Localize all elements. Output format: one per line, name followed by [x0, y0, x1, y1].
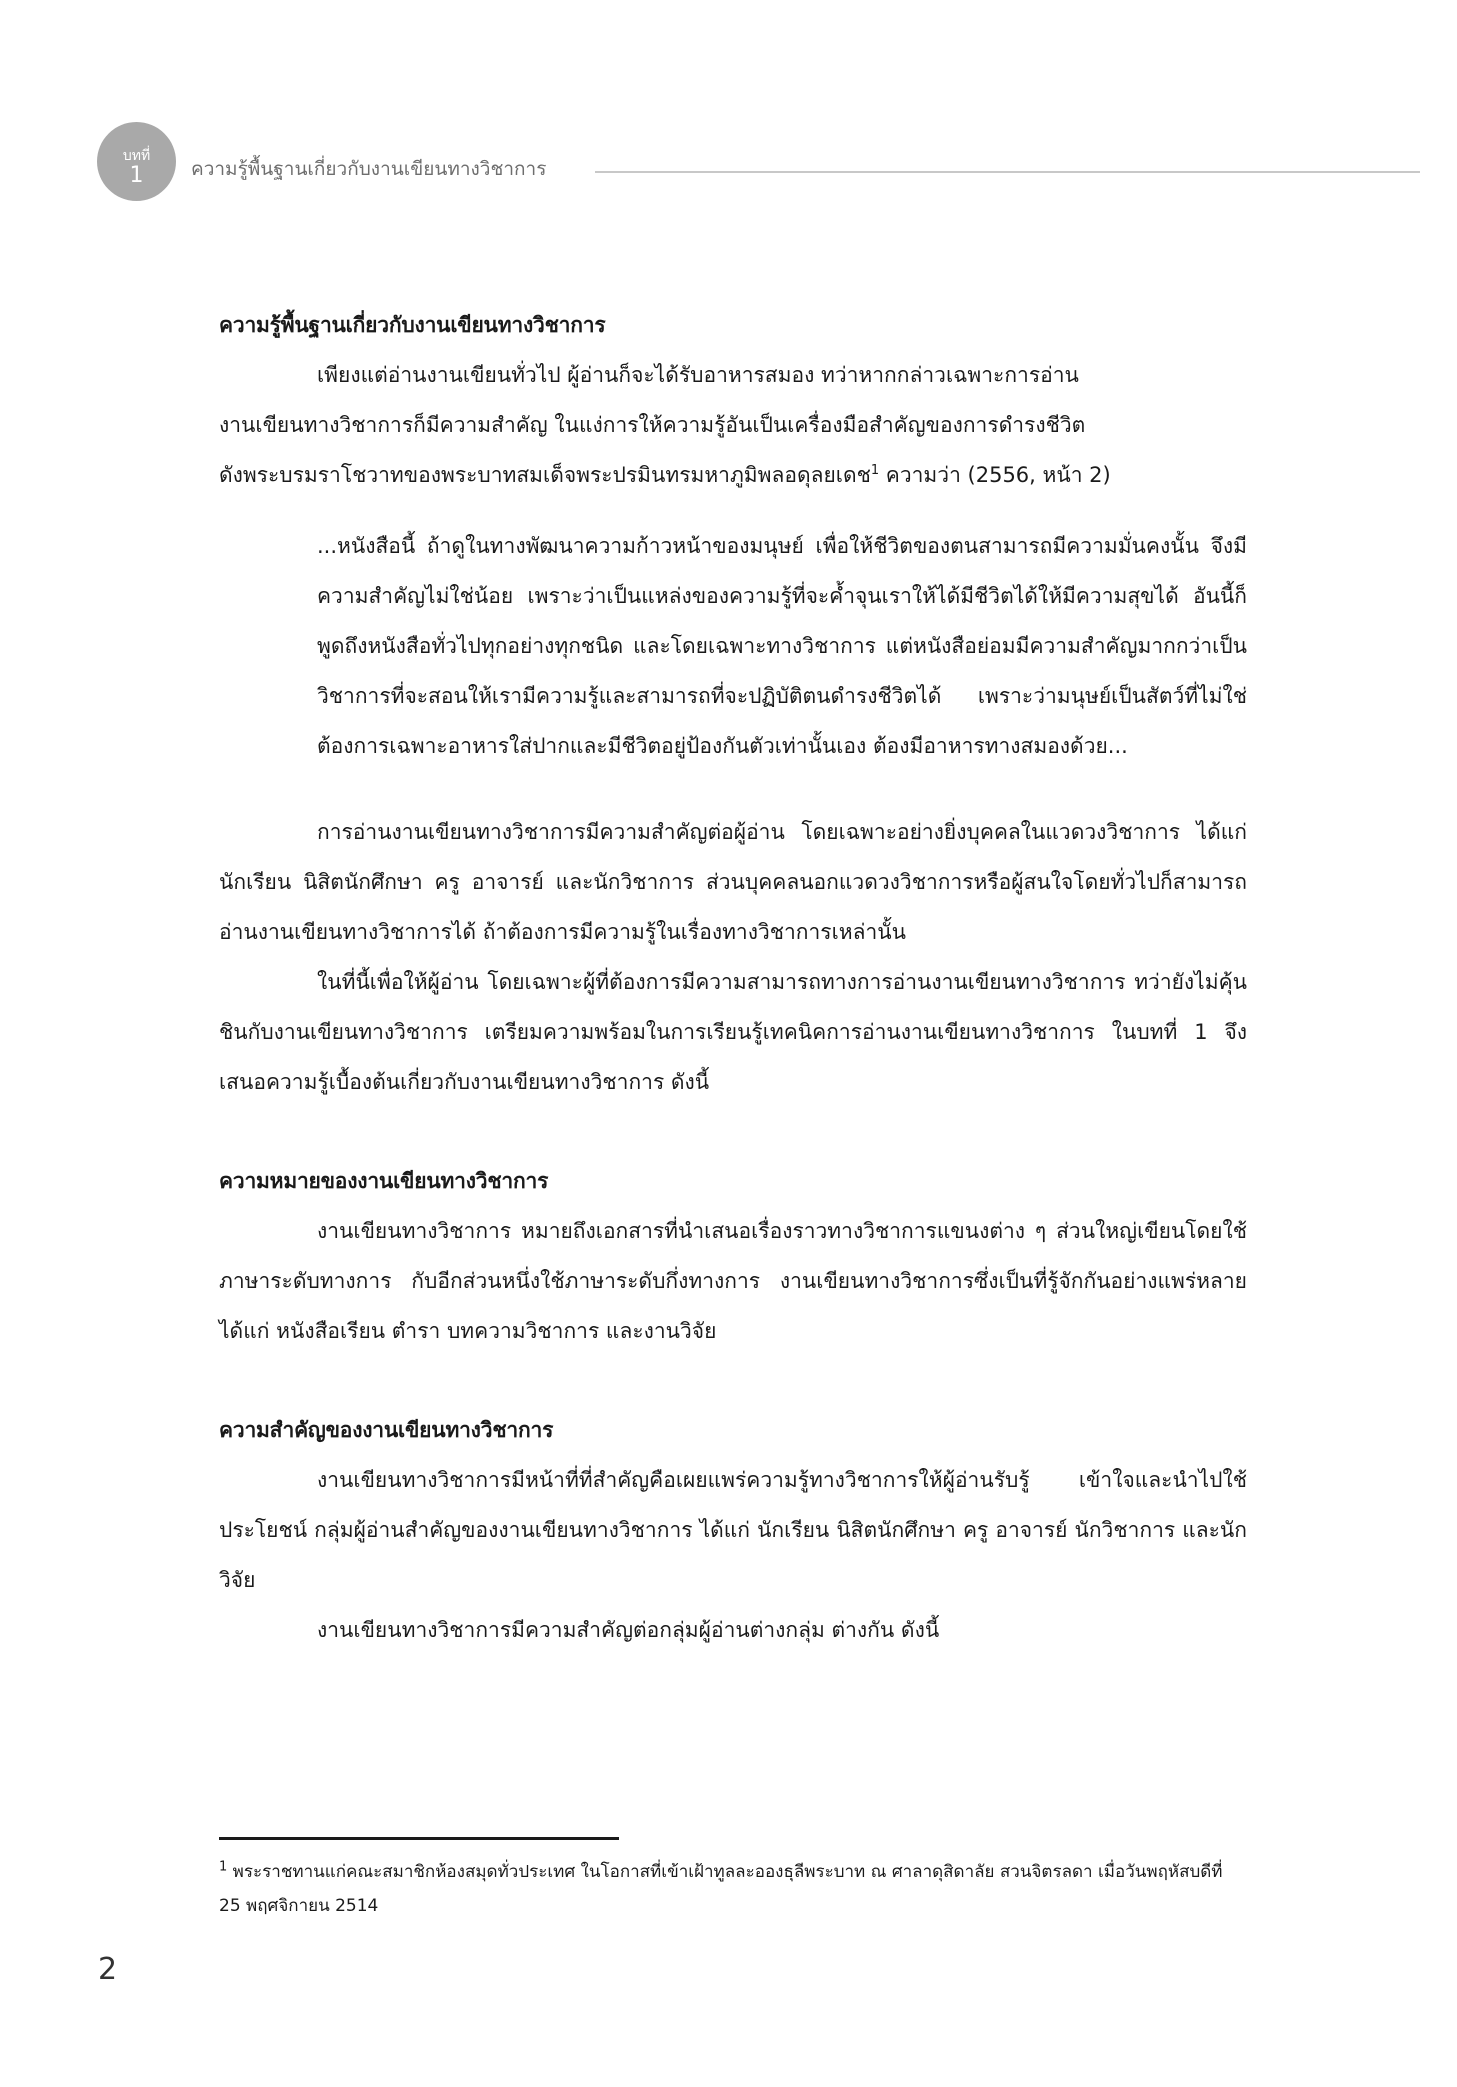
section-heading-importance: ความสำคัญของงานเขียนทางวิชาการ — [219, 1418, 554, 1442]
paragraph-readers: การอ่านงานเขียนทางวิชาการมีความสำคัญต่อผู้อ่าน โดยเฉพาะอย่างยิ่งบุคคลในแวดวงวิชาการ ได้แก่นักเรียน นิสิตนักศึกษา ครู อาจารย์ และนักวิชาการ ส่วนบุคคลนอกแวดวงวิชาการหรือผู้สนใจโดยทั่วไปก็สามารถอ่านงานเขียนทางวิชาการได้ ถ้าต้องการมีความรู้ในเรื่องทางวิชาการเหล่านั้น — [219, 820, 1247, 944]
chapter-number: 1 — [129, 163, 144, 188]
intro-line-3-text: ดังพระบรมราโชวาทของพระบาทสมเด็จพระปรมินทรมหาภูมิพลอดุลยเดช — [219, 463, 871, 487]
footnote — [219, 1855, 1247, 1923]
page-body — [219, 300, 1247, 1655]
chapter-badge — [97, 122, 176, 201]
section-heading-basics: ความรู้พื้นฐานเกี่ยวกับงานเขียนทางวิชาการ — [219, 313, 606, 337]
page-number: 2 — [98, 1952, 118, 1987]
intro-line-2: งานเขียนทางวิชาการก็มีความสำคัญ ในแง่การให้ความรู้อันเป็นเครื่องมือสำคัญของการดำรงชีวิต — [219, 413, 1086, 437]
royal-speech-quote: ...หนังสือนี้ ถ้าดูในทางพัฒนาความก้าวหน้าของมนุษย์ เพื่อให้ชีวิตของตนสามารถมีความมั่นคงนั้น จึงมีความสำคัญไม่ใช่น้อย เพราะว่าเป็นแหล่งของความรู้ที่จะค้ำจุนเราให้ได้มีชีวิตได้ให้มีความสุขได้ อันนี้ก็พูดถึงหนังสือทั่วไปทุกอย่างทุกชนิด และโดยเฉพาะทางวิชาการ แต่หนังสือย่อมมีความสำคัญมากกว่าเป็นวิชาการที่จะสอนให้เรามีความรู้และสามารถที่จะปฏิบัติตนดำรงชีวิตได้ เพราะว่ามนุษย์เป็นสัตว์ที่ไม่ใช่ต้องการเฉพาะอาหารใส่ปากและมีชีวิตอยู่ป้องกันตัวเท่านั้นเอง ต้องมีอาหารทางสมองด้วย... — [317, 534, 1247, 758]
header-divider — [595, 171, 1420, 173]
intro-line-3 — [219, 450, 1247, 500]
intro-line-1: เพียงแต่อ่านงานเขียนทั่วไป ผู้อ่านก็จะได้รับอาหารสมอง ทว่าหากกล่าวเฉพาะการอ่าน — [317, 363, 1079, 387]
section-heading-meaning: ความหมายของงานเขียนทางวิชาการ — [219, 1169, 549, 1193]
footnote-marker: 1 — [219, 1859, 228, 1875]
footnote-divider — [219, 1837, 619, 1840]
footnote-reference: 1 — [870, 463, 880, 478]
paragraph-meaning: งานเขียนทางวิชาการ หมายถึงเอกสารที่นำเสนอเรื่องราวทางวิชาการแขนงต่าง ๆ ส่วนใหญ่เขียนโดยใช้ภาษาระดับทางการ กับอีกส่วนหนึ่งใช้ภาษาระดับกึ่งทางการ งานเขียนทางวิชาการซึ่งเป็นที่รู้จักกันอย่างแพร่หลายได้แก่ หนังสือเรียน ตำรา บทความวิชาการ และงานวิจัย — [219, 1219, 1247, 1343]
intro-citation: ความว่า (2556, หน้า 2) — [879, 463, 1111, 487]
paragraph-purpose: ในที่นี้เพื่อให้ผู้อ่าน โดยเฉพาะผู้ที่ต้องการมีความสามารถทางการอ่านงานเขียนทางวิชาการ ทว่ายังไม่คุ้นชินกับงานเขียนทางวิชาการ เตรียมความพร้อมในการเรียนรู้เทคนิคการอ่านงานเขียนทางวิชาการ ในบทที่ 1 จึงเสนอความรู้เบื้องต้นเกี่ยวกับงานเขียนทางวิชาการ ดังนี้ — [219, 970, 1247, 1094]
running-header-title: ความรู้พื้นฐานเกี่ยวกับงานเขียนทางวิชาการ — [191, 158, 547, 180]
footnote-text: พระราชทานแก่คณะสมาชิกห้องสมุดทั่วประเทศ ในโอกาสที่เข้าเฝ้าทูลละอองธุลีพระบาท ณ ศาลาดุสิดาลัย สวนจิตรลดา เมื่อวันพฤหัสบดีที่ 25 พฤศจิกายน 2514 — [219, 1862, 1223, 1916]
paragraph-importance-2: งานเขียนทางวิชาการมีความสำคัญต่อกลุ่มผู้อ่านต่างกลุ่ม ต่างกัน ดังนี้ — [317, 1618, 940, 1642]
chapter-label: บทที่ — [122, 148, 151, 164]
paragraph-importance-1: งานเขียนทางวิชาการมีหน้าที่ที่สำคัญคือเผยแพร่ความรู้ทางวิชาการให้ผู้อ่านรับรู้ เข้าใจและนำไปใช้ประโยชน์ กลุ่มผู้อ่านสำคัญของงานเขียนทางวิชาการ ได้แก่ นักเรียน นิสิตนักศึกษา ครู อาจารย์ นักวิชาการ และนักวิจัย — [219, 1468, 1247, 1592]
